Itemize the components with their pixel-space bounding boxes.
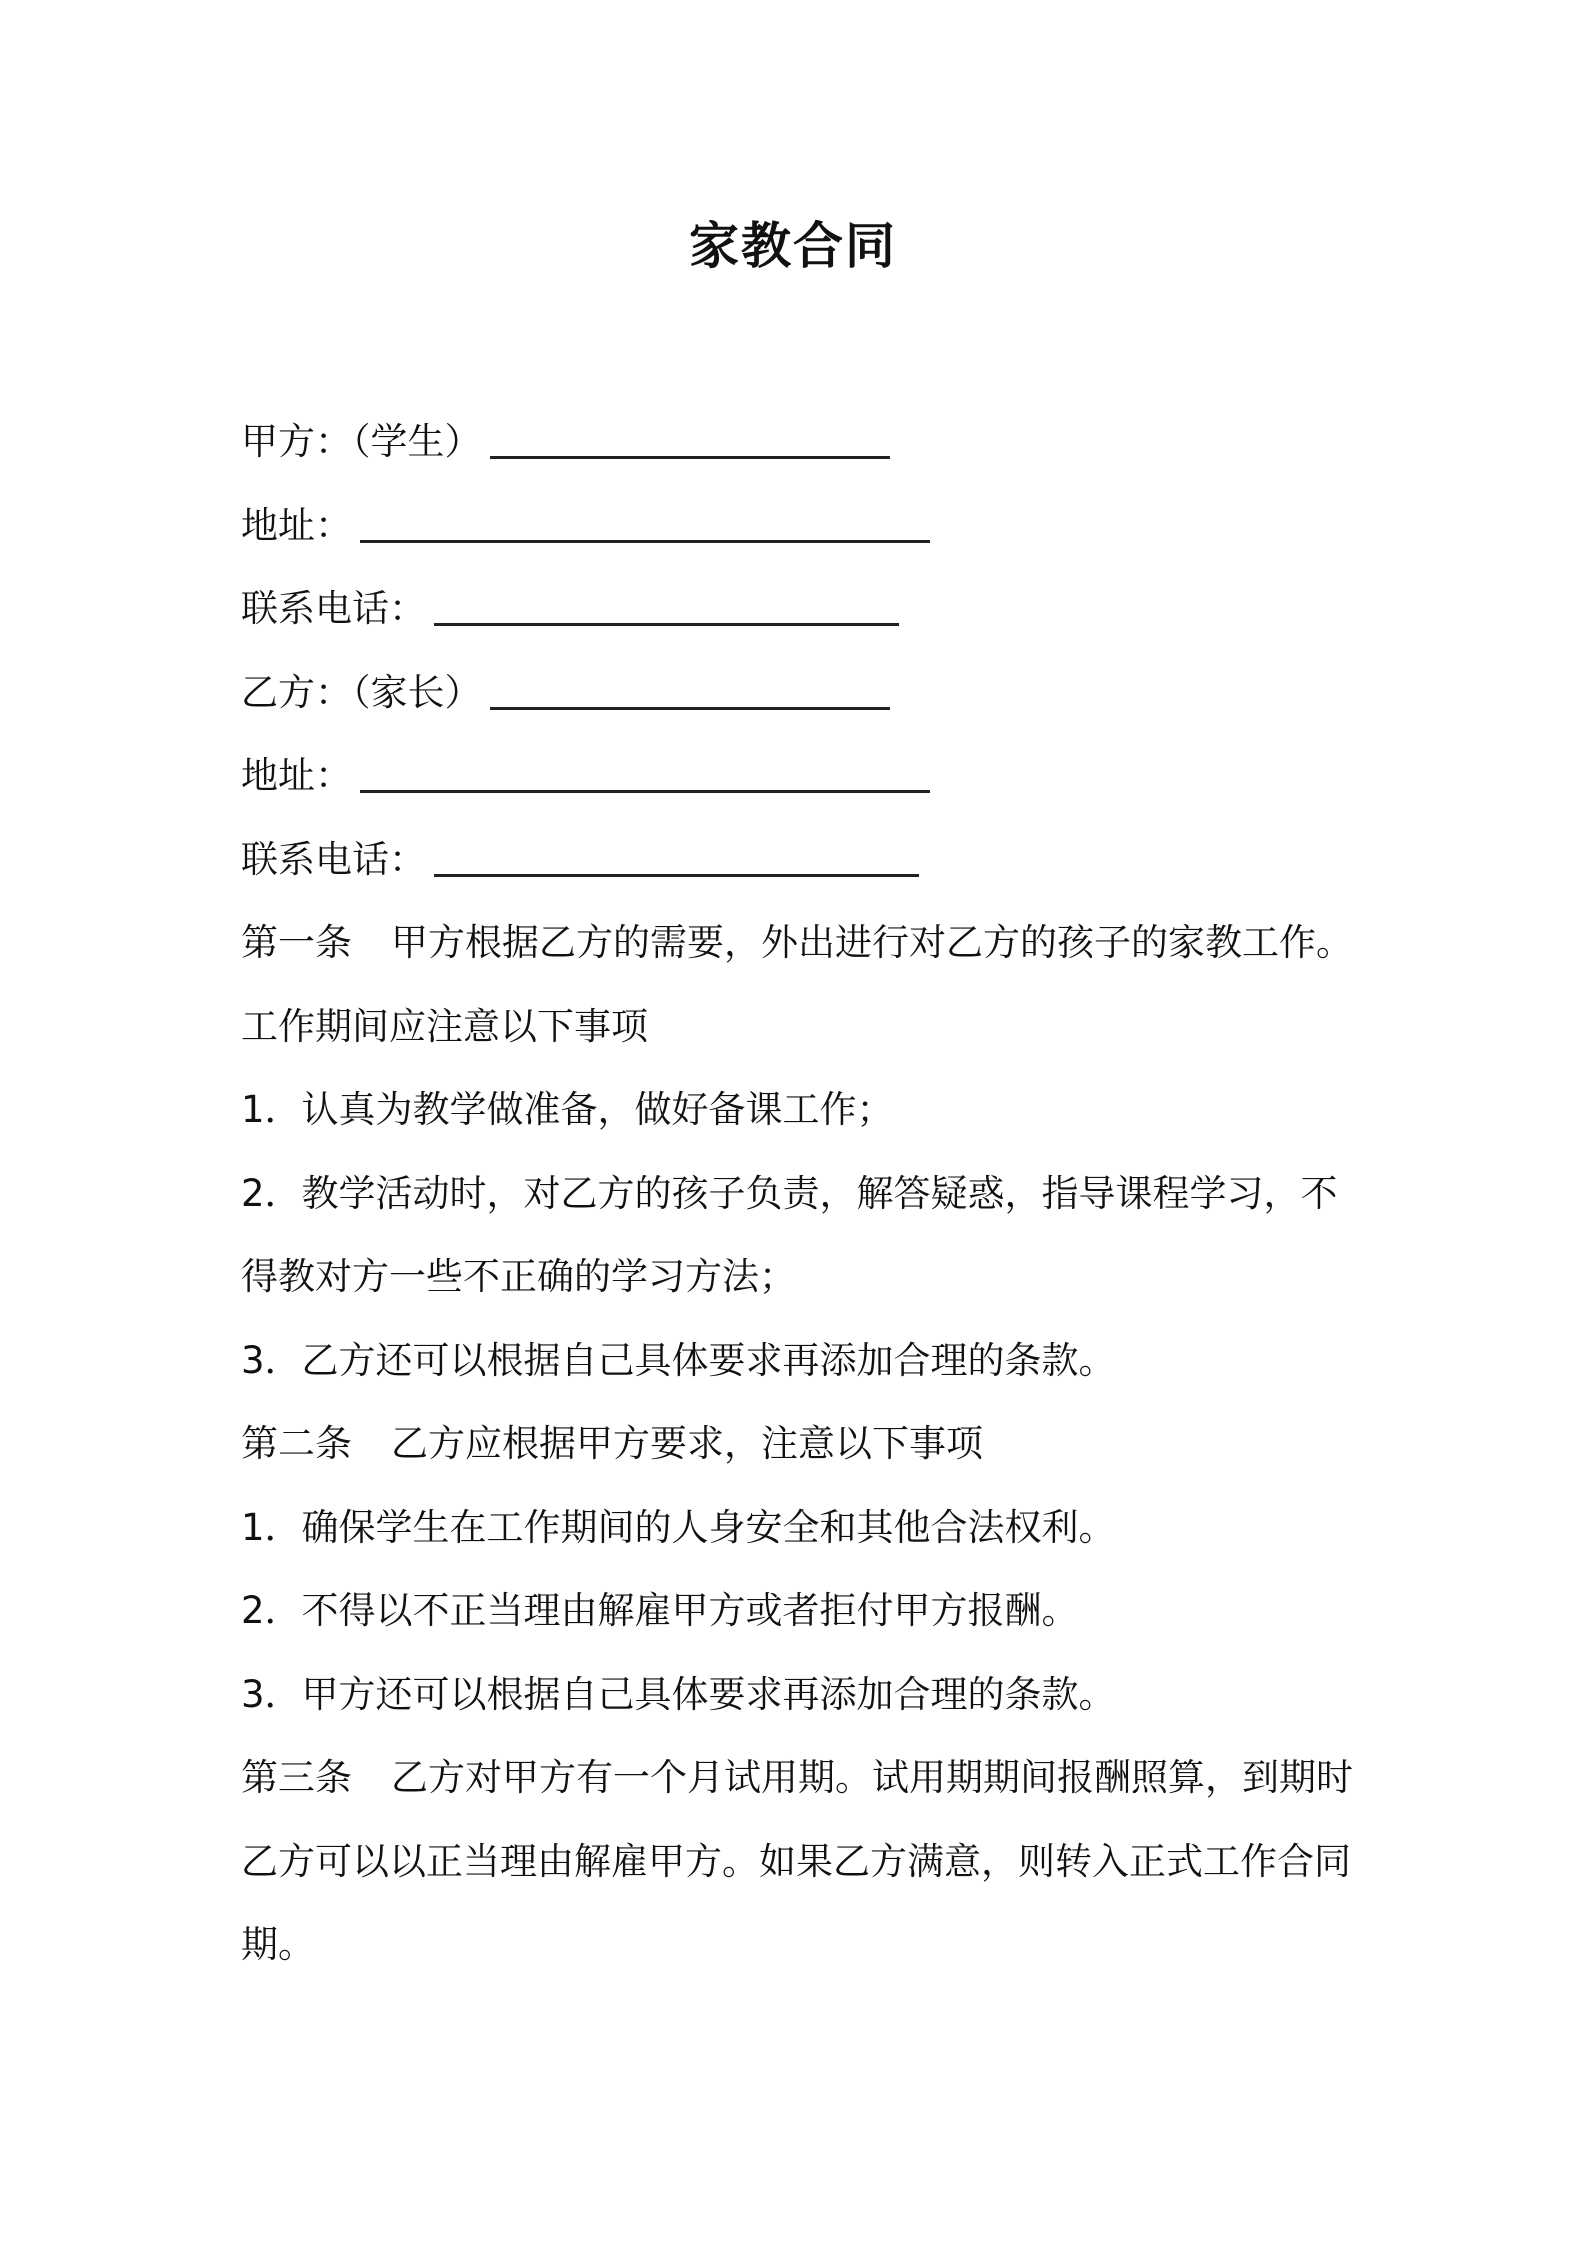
- article-2-heading: [241, 1402, 1361, 1486]
- article-3-text-continued: 乙方可以以正当理由解雇甲方。如果乙方满意，则转入正式工作合同: [241, 1839, 1351, 1883]
- party-a-blank: [490, 400, 890, 459]
- party-b-line: [241, 651, 1361, 735]
- document-title: 家教合同: [689, 217, 897, 275]
- party-a-address-label: 地址：: [241, 503, 352, 547]
- party-a-phone-line: [241, 567, 1361, 651]
- article-1-item: 1．认真为教学做准备，做好备课工作；: [241, 1088, 894, 1131]
- article-2-item: 3．甲方还可以根据自己具体要求再添加合理的条款。: [241, 1672, 1116, 1716]
- party-b-phone-label: 联系电话：: [241, 837, 426, 881]
- article-1-item: 3．乙方还可以根据自己具体要求再添加合理的条款。: [241, 1338, 1116, 1382]
- article-3-heading: [241, 1736, 1361, 1820]
- party-b-label: 乙方：（家长）: [241, 670, 482, 714]
- article-3-text: 乙方对甲方有一个月试用期。试用期期间报酬照算，到期时: [391, 1756, 1353, 1799]
- party-b-address-blank: [360, 734, 930, 793]
- article-1-intro: 工作期间应注意以下事项: [241, 1004, 648, 1048]
- contract-body: [241, 400, 1361, 1987]
- party-a-phone-label: 联系电话：: [241, 587, 426, 630]
- party-a-phone-blank: [434, 567, 899, 626]
- article-1-item: 2．教学活动时，对乙方的孩子负责，解答疑惑，指导课程学习，不: [241, 1171, 1338, 1215]
- party-a-address-blank: [360, 484, 930, 543]
- article-1-item-continued: 得教对方一些不正确的学习方法；: [241, 1255, 796, 1298]
- party-b-phone-blank: [434, 818, 919, 877]
- party-a-line: [241, 400, 1361, 484]
- article-1-number: 第一条: [241, 921, 352, 964]
- article-2-text: 乙方应根据甲方要求，注意以下事项: [391, 1422, 983, 1465]
- party-a-label: 甲方：（学生）: [241, 420, 482, 463]
- party-b-phone-line: [241, 818, 1361, 902]
- party-b-address-line: [241, 734, 1361, 818]
- party-a-address-line: [241, 484, 1361, 568]
- party-b-address-label: 地址：: [241, 754, 352, 797]
- party-b-blank: [490, 651, 890, 710]
- article-1-heading: [241, 901, 1361, 985]
- article-1-text: 甲方根据乙方的需要，外出进行对乙方的孩子的家教工作。: [391, 921, 1353, 964]
- article-2-item: 1．确保学生在工作期间的人身安全和其他合法权利。: [241, 1505, 1116, 1549]
- article-2-number: 第二条: [241, 1422, 352, 1465]
- article-3-text-continued: 期。: [241, 1923, 315, 1966]
- article-3-number: 第三条: [241, 1756, 352, 1799]
- article-2-item: 2．不得以不正当理由解雇甲方或者拒付甲方报酬。: [241, 1589, 1079, 1632]
